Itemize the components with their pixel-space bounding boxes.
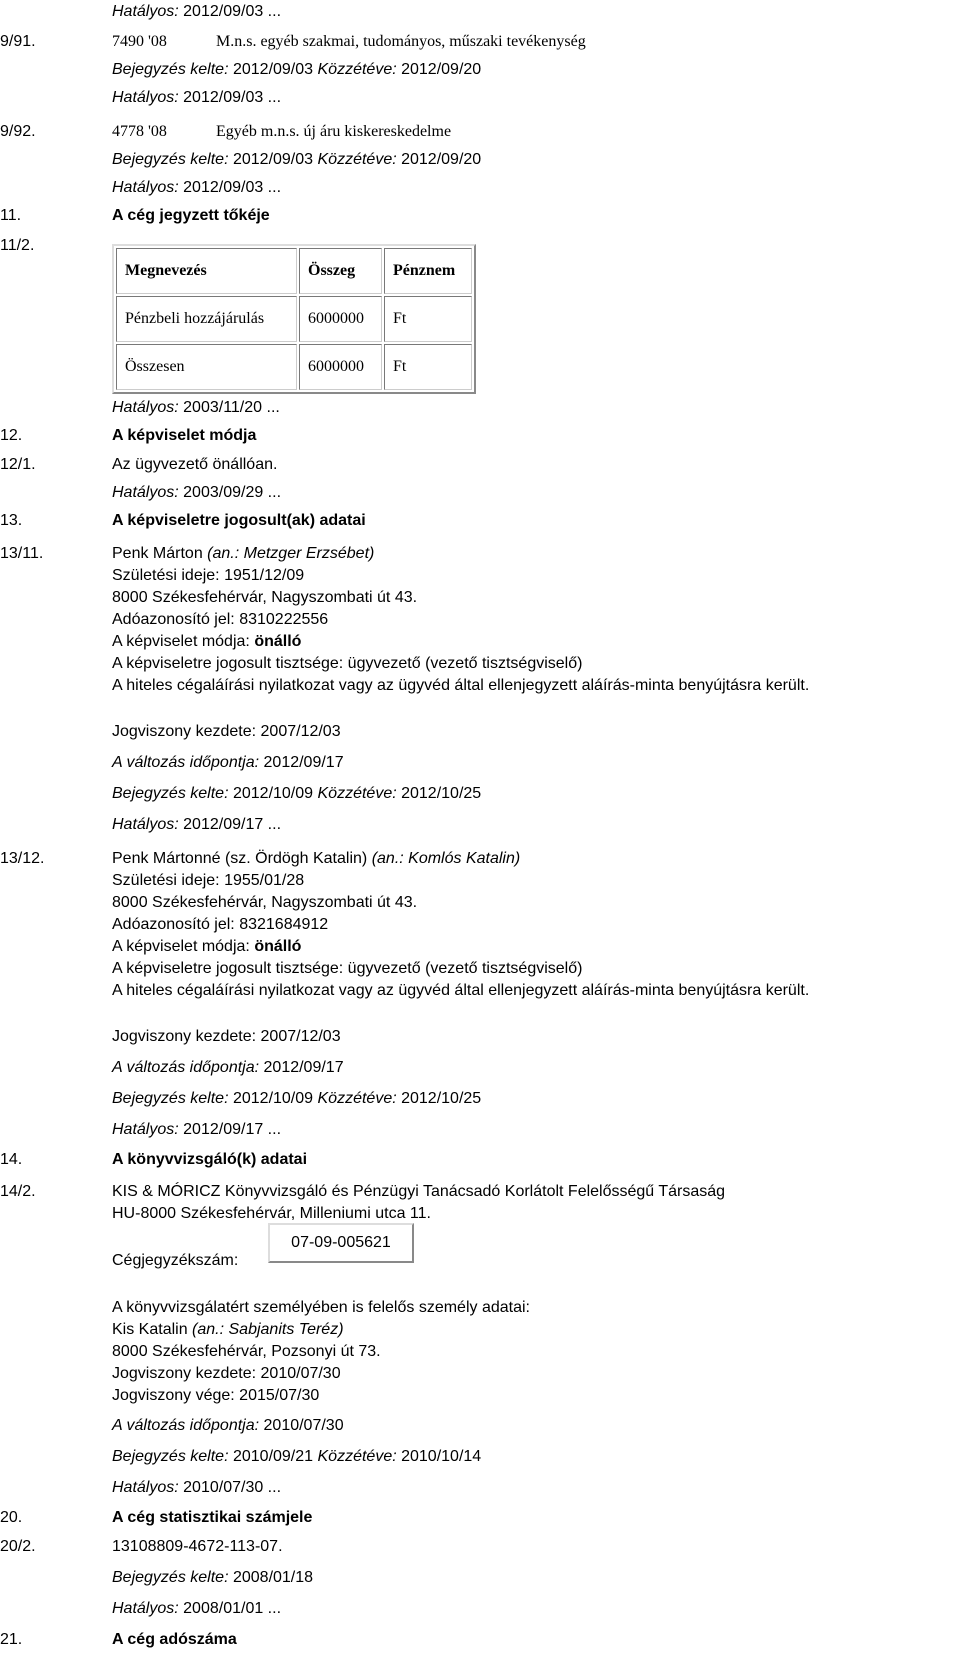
entry-number: 9/92.: [0, 123, 36, 140]
hatalyos-line: Hatályos: 2012/09/03 ...: [112, 3, 282, 20]
employment-start: Jogviszony kezdete: 2010/07/30: [112, 1365, 341, 1382]
person-name: Penk Mártonné (sz. Ördögh Katalin) (an.: Komlós Katalin): [112, 850, 521, 867]
section-number: 20.: [0, 1509, 23, 1526]
capital-table: [112, 244, 476, 394]
statistical-number: 13108809-4672-113-07.: [112, 1538, 283, 1555]
table-cell: Pénzbeli hozzájárulás: [116, 296, 297, 342]
hatalyos-line: Hatályos: 2012/09/03 ...: [112, 89, 282, 106]
table-row: [116, 344, 472, 390]
signature-note: A hiteles cégaláírási nyilatkozat vagy az ügyvéd által ellenjegyzett aláírás-minta benyújtásra került.: [112, 677, 810, 694]
entry-number: 11/2.: [0, 237, 35, 254]
table-cell: Összesen: [116, 344, 297, 390]
activity-line: 7490 '08 M.n.s. egyéb szakmai, tudományos, műszaki tevékenység: [112, 33, 586, 50]
section-title: A cég statisztikai számjele: [112, 1509, 313, 1526]
hatalyos-line: Hatályos: 2003/11/20 ...: [112, 399, 280, 416]
entry-number: 9/91.: [0, 33, 36, 50]
hatalyos-line: Hatályos: 2012/09/03 ...: [112, 179, 282, 196]
role: A képviseletre jogosult tisztsége: ügyvezető (vezető tisztségviselő): [112, 655, 583, 672]
birth-date: Születési ideje: 1955/01/28: [112, 872, 305, 889]
employment-start: Jogviszony kezdete: 2007/12/03: [112, 1028, 341, 1045]
entry-number: 12/1.: [0, 456, 36, 473]
section-number: 14.: [0, 1151, 23, 1168]
entry-number: 13/11.: [0, 545, 44, 562]
address: 8000 Székesfehérvár, Nagyszombati út 43.: [112, 589, 418, 606]
header-cell: Összeg: [299, 248, 382, 294]
change-date: A változás időpontja: 2012/09/17: [112, 754, 344, 771]
signature-note: A hiteles cégaláírási nyilatkozat vagy az ügyvéd által ellenjegyzett aláírás-minta benyújtásra került.: [112, 982, 810, 999]
table-cell: Ft: [384, 296, 472, 342]
section-title: A cég adószáma: [112, 1631, 237, 1648]
address: 8000 Székesfehérvár, Pozsonyi út 73.: [112, 1343, 381, 1360]
table-cell: 6000000: [299, 344, 382, 390]
hatalyos-line: Hatályos: 2010/07/30 ...: [112, 1479, 282, 1496]
person-name: Kis Katalin (an.: Sabjanits Teréz): [112, 1321, 344, 1338]
person-intro: A könyvvizsgálatért személyében is felelős személy adatai:: [112, 1299, 530, 1316]
section-number: 13.: [0, 512, 23, 529]
header-cell: Megnevezés: [116, 248, 297, 294]
section-title: A képviseletre jogosult(ak) adatai: [112, 512, 366, 529]
birth-date: Születési ideje: 1951/12/09: [112, 567, 305, 584]
section-number: 11.: [0, 207, 22, 224]
bejegyzes-line: Bejegyzés kelte: 2012/10/09 Közzétéve: 2012/10/25: [112, 1090, 482, 1107]
entry-number: 20/2.: [0, 1538, 36, 1555]
auditor-name: KIS & MÓRICZ Könyvvizsgáló és Pénzügyi Tanácsadó Korlátolt Felelősségű Társaság: [112, 1183, 726, 1200]
representation-text: Az ügyvezető önállóan.: [112, 456, 278, 473]
bejegyzes-line: Bejegyzés kelte: 2012/09/03 Közzétéve: 2012/09/20: [112, 61, 482, 78]
table-cell: Ft: [384, 344, 472, 390]
tax-id: Adóazonosító jel: 8310222556: [112, 611, 329, 628]
role: A képviseletre jogosult tisztsége: ügyvezető (vezető tisztségviselő): [112, 960, 583, 977]
representation-mode: A képviselet módja: önálló: [112, 938, 302, 955]
hatalyos-line: Hatályos: 2003/09/29 ...: [112, 484, 282, 501]
section-title: A képviselet módja: [112, 427, 257, 444]
change-date: A változás időpontja: 2010/07/30: [112, 1417, 344, 1434]
tax-id: Adóazonosító jel: 8321684912: [112, 916, 329, 933]
table-row: [116, 296, 472, 342]
section-number: 21.: [0, 1631, 23, 1648]
hatalyos-line: Hatályos: 2012/09/17 ...: [112, 1121, 282, 1138]
section-number: 12.: [0, 427, 23, 444]
hatalyos-line: Hatályos: 2008/01/01 ...: [112, 1600, 282, 1617]
section-title: A könyvvizsgáló(k) adatai: [112, 1151, 308, 1168]
bejegyzes-line: Bejegyzés kelte: 2008/01/18: [112, 1569, 314, 1586]
entry-number: 14/2.: [0, 1183, 36, 1200]
hatalyos-line: Hatályos: 2012/09/17 ...: [112, 816, 282, 833]
employment-start: Jogviszony kezdete: 2007/12/03: [112, 723, 341, 740]
registration-label: Cégjegyzékszám:: [112, 1252, 239, 1269]
person-name: Penk Márton (an.: Metzger Erzsébet): [112, 545, 375, 562]
auditor-address: HU-8000 Székesfehérvár, Milleniumi utca 11.: [112, 1205, 431, 1222]
section-title: A cég jegyzett tőkéje: [112, 207, 270, 224]
bejegyzes-line: Bejegyzés kelte: 2010/09/21 Közzétéve: 2010/10/14: [112, 1448, 482, 1465]
address: 8000 Székesfehérvár, Nagyszombati út 43.: [112, 894, 418, 911]
bejegyzes-line: Bejegyzés kelte: 2012/09/03 Közzétéve: 2012/09/20: [112, 151, 482, 168]
entry-number: 13/12.: [0, 850, 45, 867]
activity-line: 4778 '08 Egyéb m.n.s. új áru kiskereskedelme: [112, 123, 452, 140]
table-header-row: [116, 248, 472, 294]
table-cell: 6000000: [299, 296, 382, 342]
registration-number: 07-09-005621: [291, 1234, 391, 1251]
employment-end: Jogviszony vége: 2015/07/30: [112, 1387, 320, 1404]
change-date: A változás időpontja: 2012/09/17: [112, 1059, 344, 1076]
bejegyzes-line: Bejegyzés kelte: 2012/10/09 Közzétéve: 2012/10/25: [112, 785, 482, 802]
registration-number-box: [268, 1223, 414, 1263]
representation-mode: A képviselet módja: önálló: [112, 633, 302, 650]
header-cell: Pénznem: [384, 248, 472, 294]
